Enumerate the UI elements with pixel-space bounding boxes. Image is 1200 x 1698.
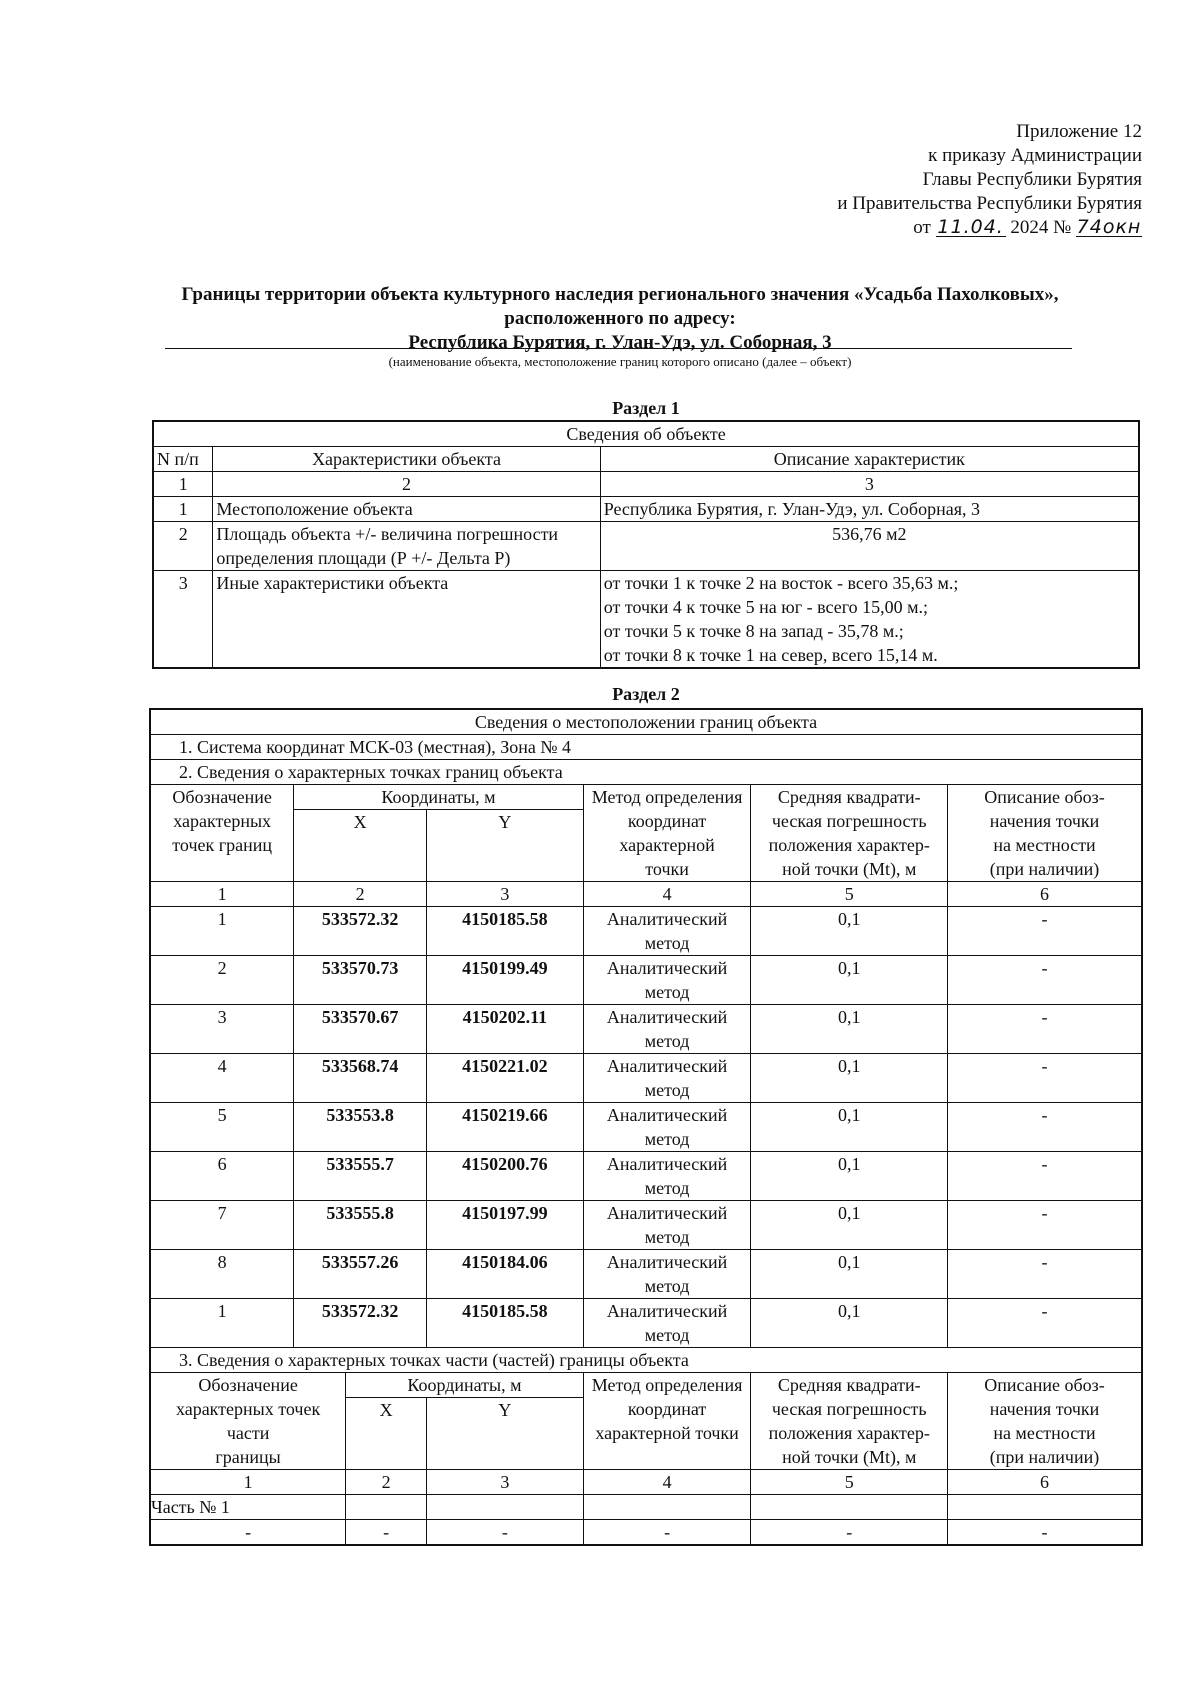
header-line: Средняя квадрати- [777, 1375, 921, 1395]
point-x: 533572.32 [294, 1299, 427, 1348]
characteristic-desc: 536,76 м2 [600, 522, 1139, 571]
header-line: Обозначение [172, 787, 272, 807]
column-number: 3 [427, 882, 584, 907]
header-x: X [294, 810, 427, 882]
column-number: 1 [153, 472, 213, 497]
point-description: - [948, 907, 1143, 956]
subsection-title: 3. Сведения о характерных точках части (частей) границы объекта [150, 1348, 1142, 1373]
table-row [153, 522, 1139, 571]
column-number: 5 [751, 1470, 948, 1495]
point-description: - [948, 1201, 1143, 1250]
point-error: 0,1 [751, 1201, 948, 1250]
row-number: 1 [153, 497, 213, 522]
subsection-title: 2. Сведения о характерных точках границ объекта [150, 760, 1142, 785]
section2-title: Раздел 2 [612, 684, 680, 704]
header-line: Средняя квадрати- [777, 787, 921, 807]
header-line: Обозначение [198, 1375, 298, 1395]
column-header: Характеристики объекта [213, 447, 600, 472]
column-number: 3 [427, 1470, 584, 1495]
column-header: N п/п [153, 447, 213, 472]
table-row [153, 571, 1139, 669]
appendix-line: и Правительства Республики Бурятия [837, 193, 1142, 214]
title-line: расположенного по адресу: [504, 308, 736, 329]
header-line: координат характерной [619, 811, 715, 855]
header-description [948, 785, 1143, 882]
header-line: ческая погрешность [771, 1399, 927, 1419]
empty-cell: - [583, 1520, 751, 1546]
boundary-location-table [149, 708, 1143, 1546]
column-number: 6 [948, 1470, 1143, 1495]
point-error: 0,1 [751, 1299, 948, 1348]
address-caption: (наименование объекта, местоположение границ которого описано (далее – объект) [388, 354, 852, 369]
date-prefix: от [913, 217, 931, 238]
section1-title: Раздел 1 [612, 398, 680, 418]
point-method: Аналитический метод [583, 907, 751, 956]
header-coordinates: Координаты, м [294, 785, 583, 810]
point-y: 4150199.49 [427, 956, 584, 1005]
coordinate-system: 1. Система координат МСК-03 (местная), Зона № 4 [150, 735, 1142, 760]
desc-line: от точки 4 к точке 5 на юг - всего 15,00 м.; [603, 597, 929, 617]
header-line: характерных точек части [175, 1399, 321, 1443]
table-row [150, 1250, 1142, 1299]
header-y: Y [427, 810, 584, 882]
header-line: характерных [173, 811, 272, 831]
column-number: 2 [346, 1470, 427, 1495]
column-number: 5 [751, 882, 948, 907]
point-error: 0,1 [751, 1005, 948, 1054]
column-number: 1 [150, 882, 294, 907]
point-number: 3 [150, 1005, 294, 1054]
point-error: 0,1 [751, 1103, 948, 1152]
column-number: 2 [294, 882, 427, 907]
characteristic-desc: Республика Бурятия, г. Улан-Удэ, ул. Соборная, 3 [600, 497, 1139, 522]
appendix-header [837, 120, 1142, 240]
empty-cell: - [346, 1520, 427, 1546]
header-points [150, 785, 294, 882]
table-row [150, 1005, 1142, 1054]
header-line: точек границ [172, 835, 273, 855]
point-description: - [948, 1054, 1143, 1103]
column-header: Описание характеристик [600, 447, 1139, 472]
year-number: 2024 № [1010, 217, 1072, 238]
desc-line: от точки 1 к точке 2 на восток - всего 35,63 м.; [603, 573, 959, 593]
empty-cell: - [150, 1520, 346, 1546]
point-error: 0,1 [751, 1152, 948, 1201]
row-number: 3 [153, 571, 213, 669]
header-line: точки [645, 859, 689, 879]
address-underline [165, 348, 1072, 349]
header-method [583, 1373, 751, 1470]
point-method: Аналитический метод [583, 956, 751, 1005]
table-caption: Сведения о местоположении границ объекта [150, 709, 1142, 735]
point-error: 0,1 [751, 1250, 948, 1299]
point-number: 7 [150, 1201, 294, 1250]
handwritten-date: 11.04. [937, 216, 1004, 238]
point-method: Аналитический метод [583, 1299, 751, 1348]
characteristic-desc [600, 571, 1139, 669]
point-y: 4150221.02 [427, 1054, 584, 1103]
empty-cell: - [751, 1520, 948, 1546]
header-error [751, 1373, 948, 1470]
table-row [150, 1103, 1142, 1152]
point-y: 4150185.58 [427, 1299, 584, 1348]
header-part-points [150, 1373, 346, 1470]
point-method: Аналитический метод [583, 1152, 751, 1201]
header-line: координат [627, 1399, 707, 1419]
desc-line: от точки 5 к точке 8 на запад - 35,78 м.; [603, 621, 904, 641]
name-line: определения площади (Р +/- Дельта Р) [216, 548, 511, 568]
table-row [150, 956, 1142, 1005]
header-line: ной точки (Mt), м [782, 859, 917, 879]
column-number: 2 [213, 472, 600, 497]
appendix-line: Приложение 12 [1016, 121, 1142, 142]
point-description: - [948, 1299, 1143, 1348]
header-line: Метод определения [591, 787, 743, 807]
name-line: Площадь объекта +/- величина погрешности [216, 524, 559, 544]
header-line: ной точки (Mt), м [782, 1447, 917, 1467]
table-row [150, 907, 1142, 956]
header-line: ческая погрешность [771, 811, 927, 831]
point-x: 533555.7 [294, 1152, 427, 1201]
appendix-line: к приказу Администрации [928, 145, 1142, 166]
point-number: 1 [150, 907, 294, 956]
point-number: 4 [150, 1054, 294, 1103]
header-description [948, 1373, 1143, 1470]
column-number: 6 [948, 882, 1143, 907]
point-description: - [948, 1152, 1143, 1201]
handwritten-number: 74окн [1076, 216, 1142, 238]
row-number: 2 [153, 522, 213, 571]
table-row [153, 497, 1139, 522]
characteristic-name: Иные характеристики объекта [213, 571, 600, 669]
header-line: начения точки [989, 811, 1100, 831]
point-description: - [948, 956, 1143, 1005]
header-line: на местности [993, 1423, 1096, 1443]
header-error [751, 785, 948, 882]
point-x: 533572.32 [294, 907, 427, 956]
point-x: 533557.26 [294, 1250, 427, 1299]
column-number: 1 [150, 1470, 346, 1495]
header-line: границы [215, 1447, 281, 1467]
characteristic-name [213, 522, 600, 571]
point-y: 4150219.66 [427, 1103, 584, 1152]
table-row [150, 1152, 1142, 1201]
object-info-table [152, 420, 1140, 669]
document-title [150, 283, 1090, 355]
title-address: Республика Бурятия, г. Улан-Удэ, ул. Соборная, 3 [408, 332, 832, 353]
point-y: 4150197.99 [427, 1201, 584, 1250]
header-line: характерной точки [595, 1423, 739, 1443]
header-line: положения характер- [768, 1423, 930, 1443]
point-description: - [948, 1103, 1143, 1152]
part-label: Часть № 1 [150, 1495, 346, 1520]
point-method: Аналитический метод [583, 1054, 751, 1103]
column-number: 4 [583, 1470, 751, 1495]
desc-line: от точки 8 к точке 1 на север, всего 15,14 м. [603, 645, 938, 665]
point-x: 533553.8 [294, 1103, 427, 1152]
empty-cell: - [948, 1520, 1143, 1546]
point-error: 0,1 [751, 1054, 948, 1103]
table-row [150, 1054, 1142, 1103]
point-x: 533555.8 [294, 1201, 427, 1250]
header-x: X [346, 1398, 427, 1470]
empty-cell: - [427, 1520, 584, 1546]
table-caption: Сведения об объекте [153, 421, 1139, 447]
point-error: 0,1 [751, 956, 948, 1005]
point-number: 5 [150, 1103, 294, 1152]
header-line: (при наличии) [989, 859, 1100, 879]
point-error: 0,1 [751, 907, 948, 956]
title-line: Границы территории объекта культурного наследия регионального значения «Усадьба Пахолковых», [181, 284, 1059, 305]
point-x: 533570.73 [294, 956, 427, 1005]
point-y: 4150200.76 [427, 1152, 584, 1201]
table-row [150, 1299, 1142, 1348]
header-method [583, 785, 751, 882]
point-y: 4150202.11 [427, 1005, 584, 1054]
point-x: 533568.74 [294, 1054, 427, 1103]
point-number: 8 [150, 1250, 294, 1299]
appendix-date-line [837, 216, 1142, 240]
header-y: Y [427, 1398, 584, 1470]
header-line: положения характер- [768, 835, 930, 855]
point-method: Аналитический метод [583, 1250, 751, 1299]
header-line: Описание обоз- [984, 1375, 1105, 1395]
table-row [150, 1201, 1142, 1250]
point-y: 4150184.06 [427, 1250, 584, 1299]
point-y: 4150185.58 [427, 907, 584, 956]
header-line: на местности [993, 835, 1096, 855]
header-coordinates: Координаты, м [346, 1373, 584, 1398]
point-number: 1 [150, 1299, 294, 1348]
header-line: Описание обоз- [984, 787, 1105, 807]
header-line: Метод определения [591, 1375, 743, 1395]
point-x: 533570.67 [294, 1005, 427, 1054]
table-row [150, 1520, 1142, 1546]
point-method: Аналитический метод [583, 1005, 751, 1054]
column-number: 4 [583, 882, 751, 907]
header-line: начения точки [989, 1399, 1100, 1419]
point-description: - [948, 1005, 1143, 1054]
point-description: - [948, 1250, 1143, 1299]
characteristic-name: Местоположение объекта [213, 497, 600, 522]
point-number: 6 [150, 1152, 294, 1201]
appendix-line: Главы Республики Бурятия [922, 169, 1142, 190]
column-number: 3 [600, 472, 1139, 497]
header-line: (при наличии) [989, 1447, 1100, 1467]
point-method: Аналитический метод [583, 1201, 751, 1250]
point-method: Аналитический метод [583, 1103, 751, 1152]
point-number: 2 [150, 956, 294, 1005]
